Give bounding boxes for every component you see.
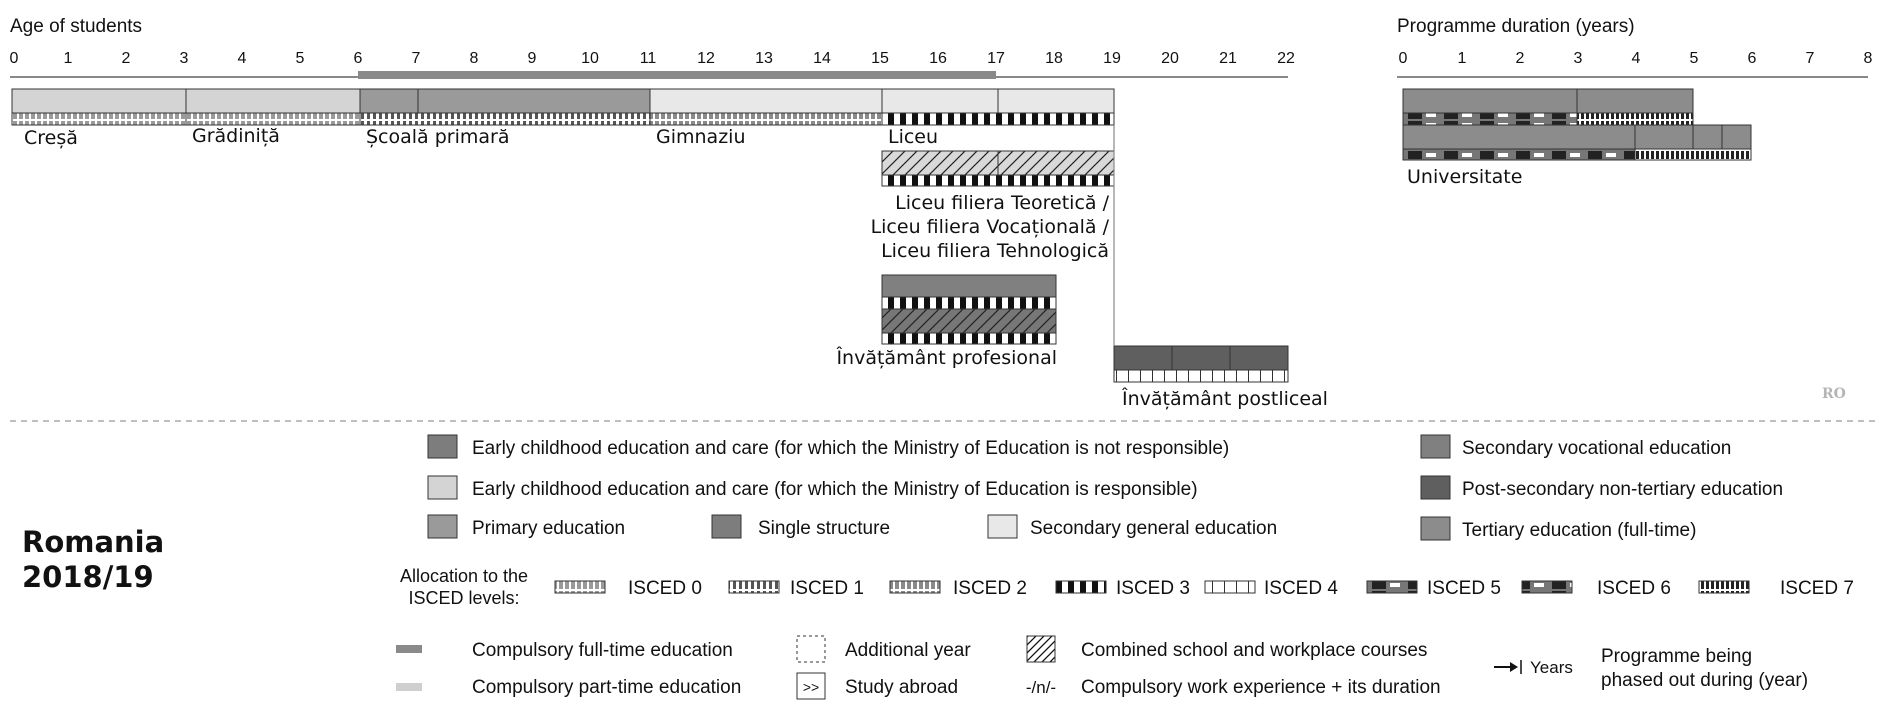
label-liceu-filiera-2: Liceu filiera Vocațională / [870,216,1109,238]
bar-liceu-filiera-upper [998,151,1114,175]
duration-tick: 5 [1689,50,1699,67]
age-tick: 3 [179,50,189,67]
bar-universitate-long-3 [1693,125,1722,149]
programme-labels [24,125,1522,410]
legend-compulsory-part: Compulsory part-time education [472,677,742,698]
legend-post-secondary: Post-secondary non-tertiary education [1462,479,1784,500]
age-tick: 22 [1277,50,1295,67]
label-gradinita: Grădiniță [192,125,280,147]
duration-axis-ticks [1399,50,1873,67]
legend-swatch-isced0 [555,581,605,593]
age-tick: 15 [871,50,889,67]
legend-study-abroad: Study abroad [845,677,959,698]
duration-tick: 7 [1805,50,1815,67]
bar-liceu-lower [882,89,998,113]
legend-work-experience-symbol: -/n/- [1025,678,1057,697]
legend-swatch-compulsory-part [396,683,422,691]
legend-work-experience: Compulsory work experience + its duration [1081,677,1441,698]
bar-universitate-long-4 [1722,125,1751,149]
legend-swatch-ecec-responsible [428,476,457,499]
bar-profesional-combined-isced [882,333,1056,344]
bar-universitate-bachelor-isced [1403,113,1577,125]
legend-study-abroad-symbol: >> [802,679,820,695]
bar-universitate-long [1403,125,1635,149]
university-bars [1403,89,1751,160]
duration-tick: 6 [1747,50,1757,67]
legend-combined: Combined school and workplace courses [1081,640,1428,661]
age-tick: 10 [581,50,599,67]
legend-secondary-vocational: Secondary vocational education [1462,438,1732,459]
bar-scoala-primara-prep [360,89,418,113]
legend-swatch-compulsory-full [396,645,422,653]
bar-universitate-long-isced7 [1635,149,1751,160]
legend-swatch-isced5 [1367,581,1417,593]
legend-phased-out-line2: phased out during (year) [1601,670,1809,691]
age-axis-title: Age of students [10,16,143,37]
age-tick: 11 [639,50,657,67]
age-tick: 20 [1161,50,1179,67]
bar-universitate-long-2 [1635,125,1693,149]
legend-swatch-primary [428,515,457,538]
age-tick: 21 [1219,50,1237,67]
bar-scoala-primara [418,89,650,113]
bar-liceu-filiera-isced [882,175,1114,186]
age-tick: 7 [411,50,421,67]
bar-postliceal-1 [1114,346,1172,370]
bar-liceu-filiera-lower [882,151,998,175]
legend-swatch-single-structure [712,515,741,538]
bar-postliceal-2 [1172,346,1230,370]
duration-tick: 2 [1515,50,1525,67]
bar-scoala-primara-isced [360,113,650,125]
bar-gradinita-isced [186,113,360,125]
legend-isced3: ISCED 3 [1116,578,1190,599]
compulsory-full-time-bar [358,71,996,79]
legend-swatch-secondary-general [988,515,1017,538]
legend-isced1: ISCED 1 [790,578,864,599]
legend-swatch-isced4 [1205,581,1255,593]
label-liceu-filiera-1: Liceu filiera Teoretică / [895,192,1109,214]
phased-out-arrow-icon [1494,660,1521,674]
age-tick: 12 [697,50,715,67]
legend-swatch-tertiary [1421,517,1450,540]
duration-tick: 0 [1398,50,1408,67]
bar-profesional-combined [882,309,1056,333]
legend-isced0: ISCED 0 [628,578,702,599]
legend-compulsory-full: Compulsory full-time education [472,640,733,661]
age-tick: 6 [353,50,363,67]
bar-cresa [12,89,186,113]
label-scoala-primara: Școală primară [366,126,510,148]
age-tick: 18 [1045,50,1063,67]
bar-gimnaziu [650,89,882,113]
legend-isced2: ISCED 2 [953,578,1027,599]
duration-tick: 4 [1631,50,1641,67]
country-year: 2018/19 [22,560,154,594]
label-cresa: Creșă [24,127,78,149]
age-tick: 2 [121,50,131,67]
legend-swatch-isced1 [729,581,779,593]
bar-gimnaziu-isced [650,113,882,125]
legend-swatch-additional-year [797,636,825,662]
label-liceu-filiera-3: Liceu filiera Tehnologică [881,240,1109,262]
duration-tick: 1 [1457,50,1467,67]
legend-swatch-post-secondary [1421,476,1450,499]
age-tick: 17 [987,50,1005,67]
bar-universitate-long-isced [1403,149,1635,160]
label-universitate: Universitate [1407,166,1523,188]
bar-universitate-master [1577,89,1693,113]
legend-years-label: Years [1530,658,1573,677]
duration-tick: 8 [1863,50,1873,67]
legend-tertiary: Tertiary education (full-time) [1462,520,1697,541]
legend-single-structure: Single structure [758,518,891,539]
legend-swatch-secondary-vocational [1421,435,1450,458]
legend-swatch-isced2 [890,581,940,593]
age-tick: 4 [237,50,247,67]
legend-additional-year: Additional year [845,640,971,661]
age-tick: 19 [1103,50,1121,67]
legend-allocation-line2: ISCED levels: [408,588,520,608]
label-liceu: Liceu [888,126,939,148]
age-tick: 1 [63,50,73,67]
legend-isced7: ISCED 7 [1780,578,1854,599]
age-tick: 5 [295,50,305,67]
legend-swatch-ecec-not-responsible [428,435,457,458]
legend-ecec-not-responsible: Early childhood education and care (for which the Ministry of Education is not responsible) [472,438,1230,459]
legend-isced5: ISCED 5 [1427,578,1501,599]
legend-swatch-isced6 [1522,581,1572,593]
age-tick: 0 [9,50,19,67]
bar-universitate-bachelor [1403,89,1577,113]
bar-cresa-isced [12,113,186,125]
legend-isced4: ISCED 4 [1264,578,1338,599]
legend-swatch-isced7 [1699,581,1749,593]
legend-primary: Primary education [472,518,626,539]
bar-universitate-master-isced [1577,113,1693,125]
country-code-tag: RO [1822,386,1846,402]
legend-phased-out-line1: Programme being [1601,646,1753,667]
age-tick: 8 [469,50,479,67]
age-tick: 14 [813,50,831,67]
legend-ecec-responsible: Early childhood education and care (for which the Ministry of Education is responsible) [472,479,1198,500]
bar-gradinita [186,89,360,113]
bar-postliceal-isced [1114,370,1288,382]
country-name: Romania [22,525,165,559]
age-tick: 9 [527,50,537,67]
bar-profesional-isced [882,297,1056,309]
bar-postliceal-3 [1230,346,1288,370]
age-tick: 16 [929,50,947,67]
age-axis-ticks [10,50,1295,67]
bar-liceu-isced [882,113,1114,125]
legend-allocation-line1: Allocation to the [399,566,529,586]
bar-profesional [882,275,1056,297]
label-invatamant-postliceal: Învățământ postliceal [1122,388,1328,410]
legend [396,435,1854,699]
label-gimnaziu: Gimnaziu [656,126,746,148]
age-tick: 13 [755,50,773,67]
legend-isced6: ISCED 6 [1597,578,1671,599]
label-invatamant-profesional: Învățământ profesional [836,347,1057,369]
legend-swatch-isced3 [1056,581,1106,593]
legend-secondary-general: Secondary general education [1030,518,1278,539]
bar-liceu-upper [998,89,1114,113]
legend-swatch-combined [1027,636,1055,662]
duration-tick: 3 [1573,50,1583,67]
duration-axis-title: Programme duration (years) [1397,16,1635,37]
